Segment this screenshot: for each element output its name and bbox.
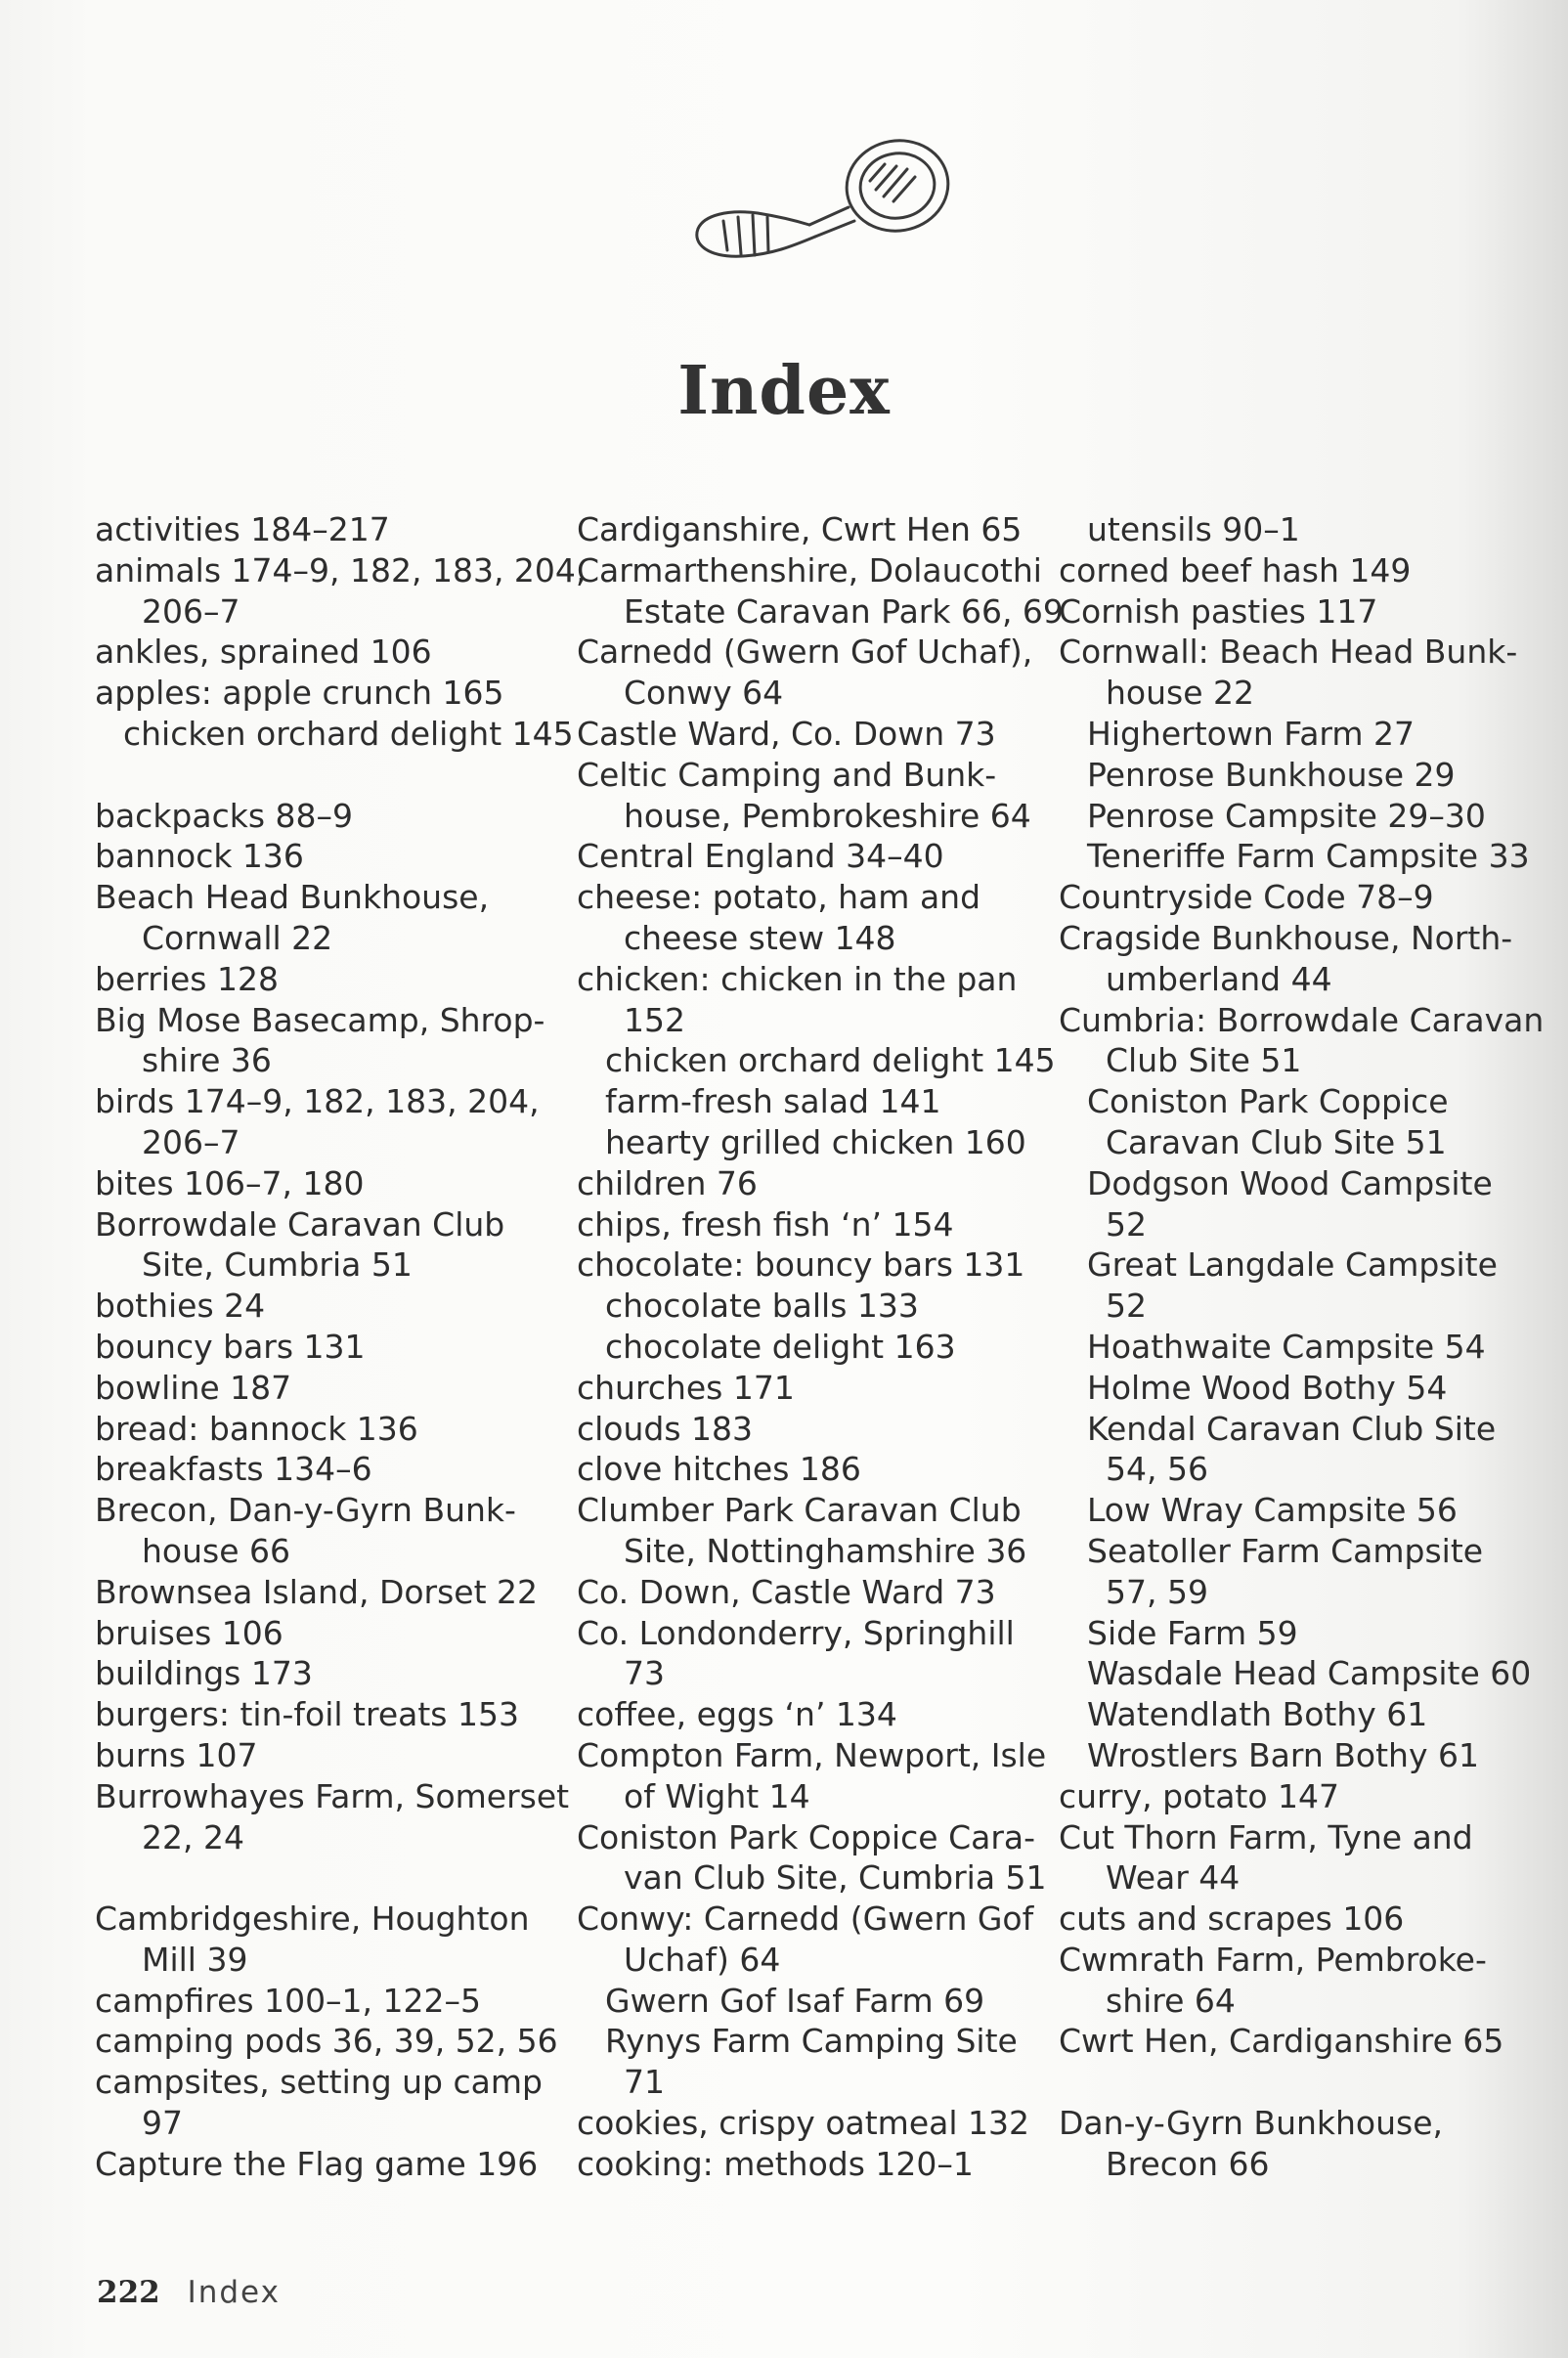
index-entry: chocolate: bouncy bars 131	[577, 1245, 1025, 1285]
index-entry: Cambridgeshire, Houghton	[95, 1900, 530, 1939]
index-entry: Dodgson Wood Campsite	[1087, 1163, 1493, 1202]
index-entry: Carnedd (Gwern Gof Uchaf),	[577, 633, 1033, 672]
index-entry: Seatoller Farm Campsite	[1087, 1531, 1484, 1570]
index-entry: Dan-y-Gyrn Bunkhouse,	[1059, 2104, 1444, 2143]
index-entry: Site, Nottinghamshire 36	[624, 1531, 1027, 1570]
index-entry: bouncy bars 131	[95, 1327, 366, 1366]
index-column-2	[577, 509, 1064, 2185]
index-entry: Cwrt Hen, Cardiganshire 65	[1059, 2022, 1504, 2061]
index-entry: Big Mose Basecamp, Shrop-	[95, 1000, 545, 1039]
index-entry: apples: apple crunch 165	[95, 674, 504, 713]
index-entry: house, Pembrokeshire 64	[624, 796, 1031, 835]
index-entry: Cornwall 22	[142, 918, 333, 957]
index-entry: cookies, crispy oatmeal 132	[577, 2104, 1029, 2143]
index-entry: Wrostlers Barn Bothy 61	[1087, 1735, 1479, 1774]
index-entry: burgers: tin-foil treats 153	[95, 1695, 519, 1734]
index-entry: Penrose Campsite 29–30	[1087, 796, 1486, 835]
index-entry: churches 171	[577, 1368, 795, 1407]
index-entry: 73	[624, 1654, 665, 1693]
index-entry: Kendal Caravan Club Site	[1087, 1409, 1497, 1448]
index-entry: house 22	[1106, 674, 1254, 713]
index-entry: breakfasts 134–6	[95, 1450, 372, 1489]
index-entry: campfires 100–1, 122–5	[95, 1981, 482, 2020]
index-entry: chocolate balls 133	[605, 1287, 919, 1326]
index-entry: 97	[142, 2104, 183, 2143]
index-entry: Wasdale Head Campsite 60	[1087, 1654, 1532, 1693]
index-entry: clouds 183	[577, 1409, 754, 1448]
index-entry: 52	[1106, 1287, 1147, 1326]
index-entry: Conwy 64	[624, 674, 784, 713]
index-entry: 57, 59	[1106, 1572, 1208, 1611]
index-entry: camping pods 36, 39, 52, 56	[95, 2022, 558, 2061]
index-entry: Brownsea Island, Dorset 22	[95, 1572, 539, 1611]
index-entry: Co. Londonderry, Springhill	[577, 1613, 1015, 1652]
index-entry: bothies 24	[95, 1287, 266, 1326]
index-entry: Highertown Farm 27	[1087, 714, 1416, 753]
index-entry: Cut Thorn Farm, Tyne and	[1059, 1817, 1473, 1856]
index-entry: bread: bannock 136	[95, 1409, 418, 1448]
index-entry: umberland 44	[1106, 959, 1332, 998]
index-entry: buildings 173	[95, 1654, 313, 1693]
index-entry: shire 36	[142, 1041, 272, 1080]
index-entry: berries 128	[95, 959, 279, 998]
index-entry: Holme Wood Bothy 54	[1087, 1368, 1448, 1407]
index-entry: Conwy: Carnedd (Gwern Gof	[577, 1900, 1034, 1939]
index-entry: Borrowdale Caravan Club	[95, 1204, 505, 1244]
index-entry: bowline 187	[95, 1368, 292, 1407]
index-entry: Watendlath Bothy 61	[1087, 1695, 1428, 1734]
index-entry: chicken: chicken in the pan	[577, 959, 1018, 998]
index-entry: birds 174–9, 182, 183, 204,	[95, 1082, 540, 1121]
index-entry: 52	[1106, 1204, 1147, 1244]
index-entry: bannock 136	[95, 837, 304, 876]
index-entry: Cornwall: Beach Head Bunk-	[1059, 633, 1518, 672]
index-entry	[1059, 2062, 1544, 2103]
index-entry: chicken orchard delight 145	[605, 1041, 1056, 1080]
index-entry: corned beef hash 149	[1059, 550, 1412, 590]
index-entry: Cragside Bunkhouse, North-	[1059, 918, 1513, 957]
index-entry: van Club Site, Cumbria 51	[624, 1858, 1047, 1898]
index-entry: children 76	[577, 1163, 758, 1202]
page-title: Index	[677, 352, 891, 430]
index-entry: chicken orchard delight 145	[123, 714, 574, 753]
index-entry: cuts and scrapes 106	[1059, 1900, 1405, 1939]
index-entry: cheese stew 148	[624, 918, 896, 957]
index-entry: Low Wray Campsite 56	[1087, 1491, 1458, 1530]
index-entry: 71	[624, 2063, 665, 2102]
index-entry: 206–7	[142, 1122, 240, 1161]
index-entry: activities 184–217	[95, 510, 390, 548]
index-entry: curry, potato 147	[1059, 1776, 1340, 1815]
index-entry: Compton Farm, Newport, Isle	[577, 1735, 1047, 1774]
index-entry: Teneriffe Farm Campsite 33	[1087, 837, 1530, 876]
index-entry: bites 106–7, 180	[95, 1163, 365, 1202]
index-entry: Caravan Club Site 51	[1106, 1122, 1447, 1161]
index-entry: Castle Ward, Co. Down 73	[577, 714, 996, 753]
index-entry: Cumbria: Borrowdale Caravan	[1059, 1000, 1545, 1039]
index-entry: coffee, eggs ‘n’ 134	[577, 1695, 897, 1734]
index-entry: burns 107	[95, 1735, 258, 1774]
index-entry: Carmarthenshire, Dolaucothi	[577, 550, 1042, 590]
index-entry: ankles, sprained 106	[95, 633, 432, 672]
running-head: Index	[187, 2275, 281, 2310]
magnifying-glass-icon	[684, 127, 968, 284]
index-entry: 152	[624, 1000, 685, 1039]
index-entry: cheese: potato, ham and	[577, 878, 981, 917]
index-entry: Estate Caravan Park 66, 69	[624, 591, 1064, 631]
index-entry: bruises 106	[95, 1613, 283, 1652]
index-entry: Great Langdale Campsite	[1087, 1245, 1498, 1285]
index-entry: 206–7	[142, 591, 240, 631]
index-entry: shire 64	[1106, 1981, 1236, 2020]
index-entry: Cornish pasties 117	[1059, 591, 1378, 631]
index-entry: Central England 34–40	[577, 837, 944, 876]
index-entry: Burrowhayes Farm, Somerset	[95, 1776, 570, 1815]
index-entry: Gwern Gof Isaf Farm 69	[605, 1981, 985, 2020]
index-entry: Brecon, Dan-y-Gyrn Bunk-	[95, 1491, 516, 1530]
index-entry: Beach Head Bunkhouse,	[95, 878, 490, 917]
index-entry: Countryside Code 78–9	[1059, 878, 1434, 917]
index-column-3	[1059, 509, 1544, 2185]
index-entry: Coniston Park Coppice Cara-	[577, 1817, 1036, 1856]
index-entry: Hoathwaite Campsite 54	[1087, 1327, 1486, 1366]
index-entry: backpacks 88–9	[95, 796, 354, 835]
index-entry: 54, 56	[1106, 1450, 1208, 1489]
index-entry: Site, Cumbria 51	[142, 1245, 413, 1285]
page-number: 222	[97, 2275, 160, 2310]
index-entry: utensils 90–1	[1087, 510, 1300, 548]
index-entry: of Wight 14	[624, 1776, 810, 1815]
index-entry: Wear 44	[1106, 1858, 1241, 1898]
index-entry: Brecon 66	[1106, 2144, 1270, 2183]
index-entry: Co. Down, Castle Ward 73	[577, 1572, 996, 1611]
index-entry: farm-fresh salad 141	[605, 1082, 941, 1121]
index-entry: Cwmrath Farm, Pembroke-	[1059, 1940, 1487, 1979]
index-entry: Club Site 51	[1106, 1041, 1302, 1080]
index-column-1	[95, 509, 586, 2185]
index-entry: Cardiganshire, Cwrt Hen 65	[577, 510, 1023, 548]
index-entry	[95, 1857, 586, 1899]
index-entry: hearty grilled chicken 160	[605, 1122, 1026, 1161]
index-entry: house 66	[142, 1531, 290, 1570]
index-entry: animals 174–9, 182, 183, 204,	[95, 550, 587, 590]
index-entry: Penrose Bunkhouse 29	[1087, 755, 1456, 794]
index-entry: Rynys Farm Camping Site	[605, 2022, 1018, 2061]
index-entry: chips, fresh fish ‘n’ 154	[577, 1204, 954, 1244]
index-entry: campsites, setting up camp	[95, 2063, 543, 2102]
index-entry: Uchaf) 64	[624, 1940, 781, 1979]
index-entry	[95, 755, 586, 796]
index-entry: Coniston Park Coppice	[1087, 1082, 1449, 1121]
index-entry: Celtic Camping and Bunk-	[577, 755, 997, 794]
index-entry: chocolate delight 163	[605, 1327, 956, 1366]
index-entry: cooking: methods 120–1	[577, 2144, 974, 2183]
index-entry: 22, 24	[142, 1817, 244, 1856]
index-entry: Capture the Flag game 196	[95, 2144, 539, 2183]
index-entry: Mill 39	[142, 1940, 248, 1979]
index-entry: clove hitches 186	[577, 1450, 861, 1489]
page-footer	[97, 2275, 281, 2310]
index-entry: Clumber Park Caravan Club	[577, 1491, 1022, 1530]
index-entry: Side Farm 59	[1087, 1613, 1298, 1652]
